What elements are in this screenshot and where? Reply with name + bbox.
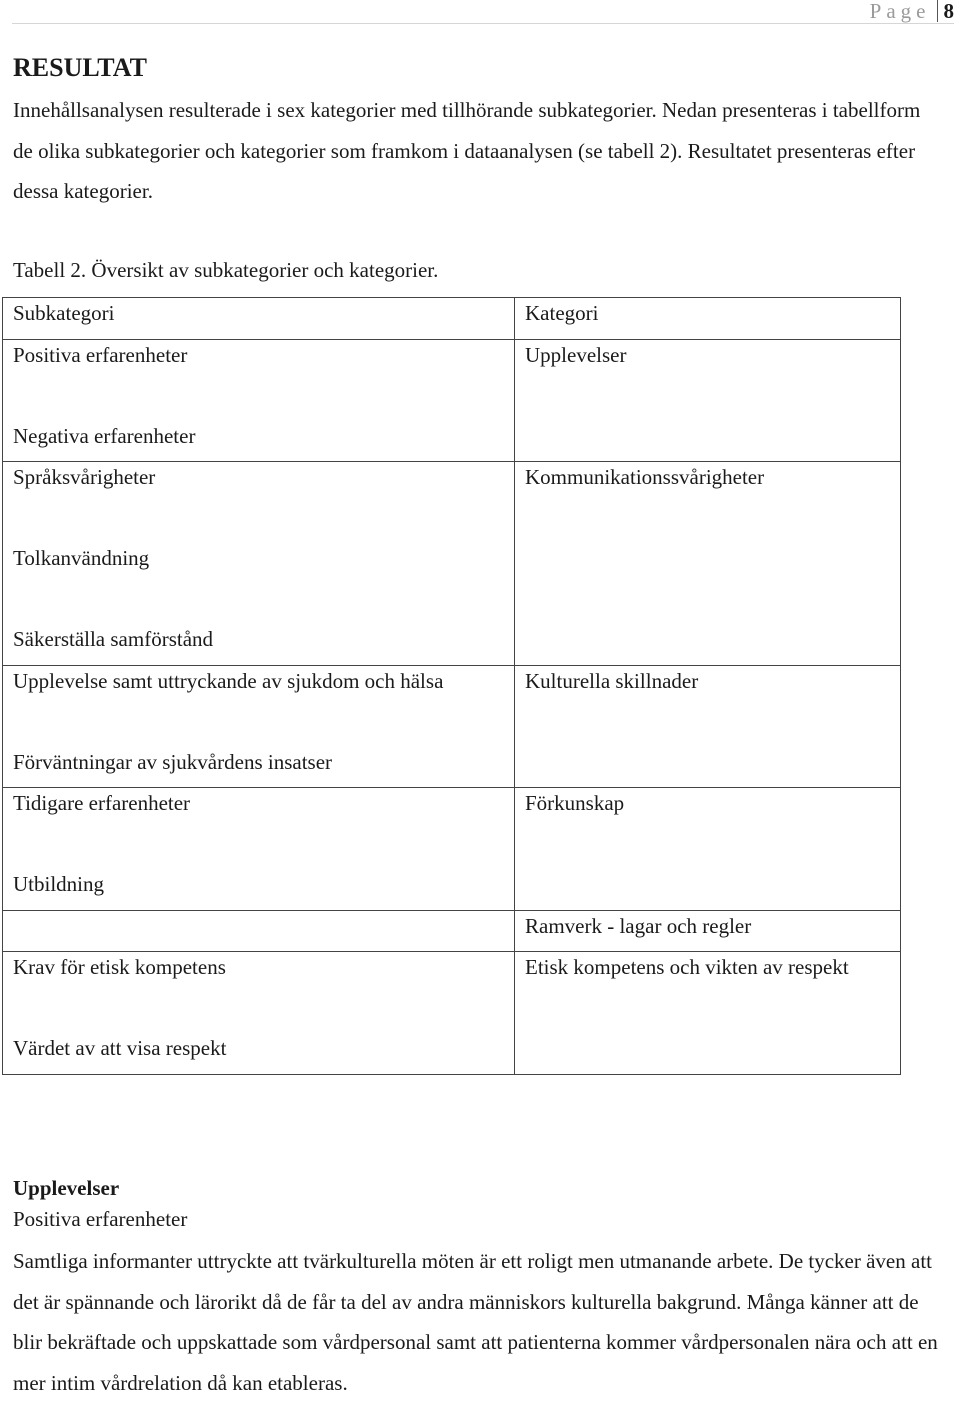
table-body — [3, 298, 901, 1075]
subkategori-text — [13, 993, 504, 1034]
table-caption: Tabell 2. Översikt av subkategorier och kategorier. — [13, 258, 439, 282]
subkategori-text: Tidigare erfarenheter — [13, 791, 191, 815]
subkategori-text: Säkerställa samförstånd — [13, 627, 214, 651]
table-header-row — [3, 298, 901, 340]
page-label: Page — [869, 0, 931, 23]
category-table — [2, 297, 901, 1075]
subkategori-cell — [3, 952, 515, 1075]
subkategori-cell — [3, 665, 515, 788]
subkategori-text: Tolkanvändning — [13, 546, 150, 570]
page-header — [870, 0, 954, 24]
subkategori-text: Utbildning — [13, 872, 105, 896]
subkategori-text: Språksvårigheter — [13, 465, 156, 489]
subkategori-text — [13, 584, 504, 625]
kategori-text: Upplevelser — [525, 342, 627, 367]
subkategori-text: Upplevelse samt uttryckande av sjukdom och hälsa — [13, 668, 444, 693]
kategori-text: Ramverk - lagar och regler — [525, 913, 752, 938]
subkategori-text — [13, 829, 504, 870]
table-row — [3, 665, 901, 788]
kategori-cell — [515, 910, 901, 952]
intro-paragraph — [13, 90, 943, 212]
subkategori-text: Krav för etisk kompetens — [13, 955, 226, 979]
section-title: Upplevelser — [13, 1176, 120, 1200]
subkategori-cell — [3, 788, 515, 911]
kategori-cell — [515, 339, 901, 462]
table-row — [3, 788, 901, 911]
intro-text: Innehållsanalysen resulterade i sex kategorier med tillhörande subkategorier. Nedan presenteras i tabellform de olika subkategorier och kategorier som framkom i dataanalysen (se tabell 2). Resultatet presenteras efter dessa kategorier. — [13, 98, 921, 203]
subkategori-text — [13, 911, 504, 952]
subkategori-text: Värdet av att visa respekt — [13, 1036, 227, 1060]
section-subtitle: Positiva erfarenheter — [13, 1207, 188, 1231]
table-row — [3, 952, 901, 1075]
header-cell-subkategori — [3, 298, 515, 340]
header-divider — [12, 23, 954, 24]
table-row — [3, 910, 901, 952]
kategori-cell — [515, 665, 901, 788]
kategori-text: Förkunskap — [525, 791, 625, 815]
kategori-text: Etisk kompetens och vikten av respekt — [525, 955, 849, 979]
subkategori-text — [13, 706, 504, 747]
table-row — [3, 462, 901, 666]
header-kategori: Kategori — [525, 301, 599, 325]
kategori-cell — [515, 952, 901, 1075]
section-heading: RESULTAT — [13, 53, 147, 82]
kategori-text: Kommunikationssvårigheter — [525, 465, 765, 489]
subkategori-cell — [3, 339, 515, 462]
kategori-cell — [515, 462, 901, 666]
header-subkategori: Subkategori — [13, 301, 115, 325]
kategori-text: Kulturella skillnader — [525, 668, 699, 693]
table-row — [3, 339, 901, 462]
kategori-cell — [515, 788, 901, 911]
page-number: 8 — [937, 0, 955, 22]
subkategori-text — [13, 503, 504, 544]
subkategori-text: Förväntningar av sjukvårdens insatser — [13, 749, 333, 774]
subkategori-cell — [3, 462, 515, 666]
subkategori-text: Positiva erfarenheter — [13, 342, 188, 367]
subkategori-text — [13, 380, 504, 421]
subkategori-cell — [3, 910, 515, 952]
header-cell-kategori — [515, 298, 901, 340]
subkategori-text: Negativa erfarenheter — [13, 423, 196, 448]
body-paragraph: Samtliga informanter uttryckte att tvärkulturella möten är ett roligt men utmanande arbete. De tycker även att det är spännande och lärorikt då de får ta del av andra människors kulturella bakgrund. Många känner att de blir bekräftade och uppskattade som vårdpersonal samt att patienterna kommer vårdpersonalen nära och att en mer intim vårdrelation då kan etableras. — [13, 1249, 938, 1395]
